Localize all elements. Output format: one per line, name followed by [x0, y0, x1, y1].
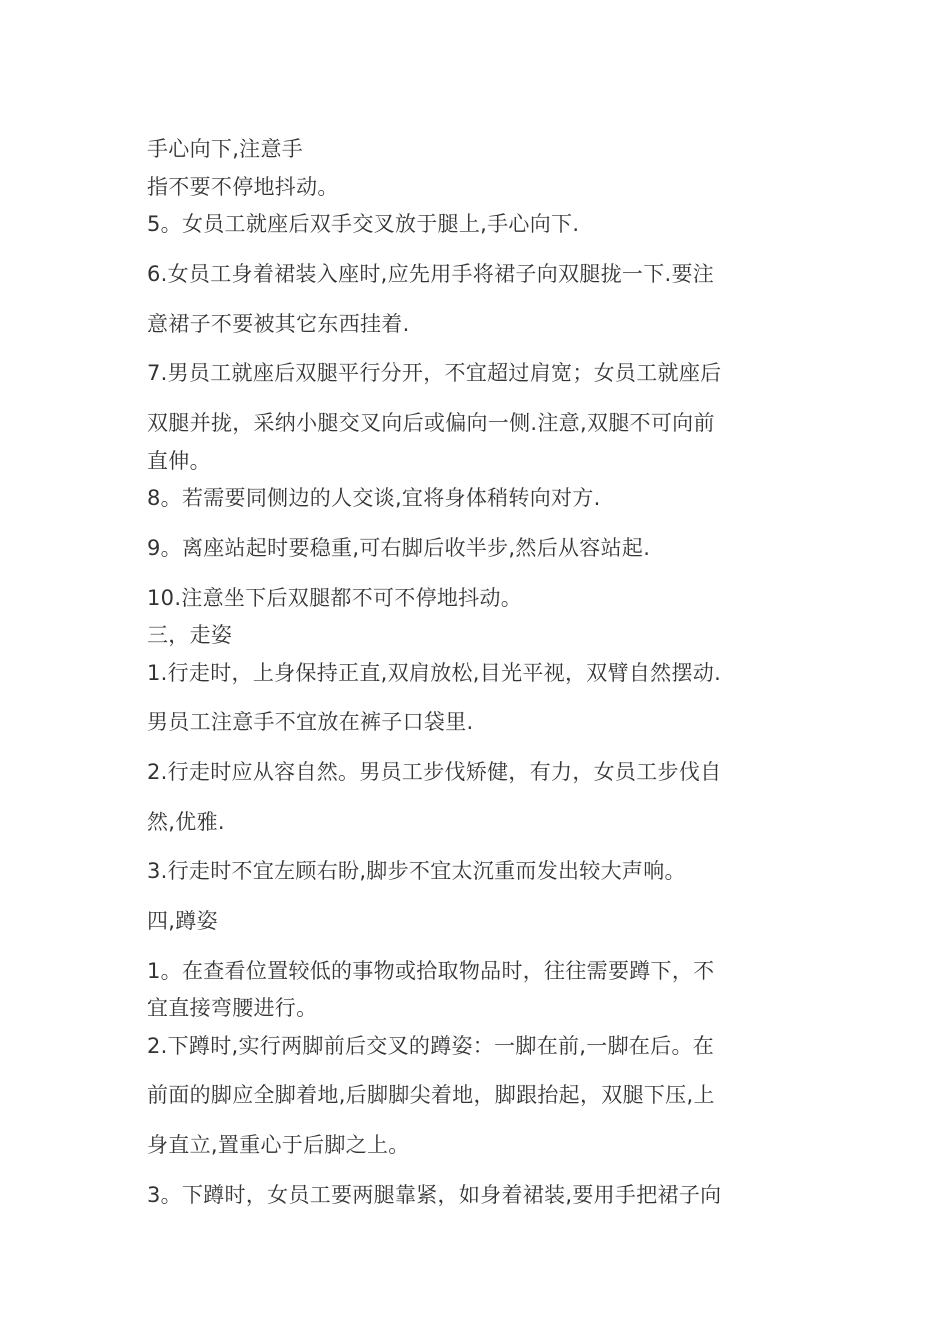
text-line: 3。下蹲时，女员工要两腿靠紧，如身着裙装,要用手把裙子向 [147, 1183, 722, 1207]
text-line: 1。在查看位置较低的事物或拾取物品时，往往需要蹲下，不 [147, 959, 715, 983]
text-line: 2.行走时应从容自然。男员工步伐矫健，有力，女员工步伐自 [147, 760, 722, 784]
text-line: 9。离座站起时要稳重,可右脚后收半步,然后从容站起. [147, 536, 651, 560]
text-line: 7.男员工就座后双腿平行分开，不宜超过肩宽；女员工就座后 [147, 361, 722, 385]
text-line: 直伸。 [147, 449, 211, 473]
text-line: 宜直接弯腰进行。 [147, 996, 318, 1020]
section-heading: 三，走姿 [147, 623, 233, 647]
section-heading: 四,蹲姿 [147, 909, 218, 933]
text-line: 指不要不停地抖动。 [147, 175, 339, 199]
text-line: 2.下蹲时,实行两脚前后交叉的蹲姿：一脚在前,一脚在后。在 [147, 1034, 715, 1058]
text-line: 然,优雅. [147, 810, 225, 834]
text-line: 5。女员工就座后双手交叉放于腿上,手心向下. [147, 212, 580, 236]
text-line: 前面的脚应全脚着地,后脚脚尖着地，脚跟抬起，双腿下压,上 [147, 1083, 715, 1107]
text-line: 8。若需要同侧边的人交谈,宜将身体稍转向对方. [147, 486, 601, 510]
text-line: 意裙子不要被其它东西挂着. [147, 312, 410, 336]
text-line: 3.行走时不宜左顾右盼,脚步不宜太沉重而发出较大声响。 [147, 859, 686, 883]
text-line: 男员工注意手不宜放在裤子口袋里. [147, 710, 474, 734]
text-line: 6.女员工身着裙装入座时,应先用手将裙子向双腿拢一下.要注 [147, 262, 715, 286]
text-line: 手心向下,注意手 [147, 137, 304, 161]
text-line: 双腿并拢，采纳小腿交叉向后或偏向一侧.注意,双腿不可向前 [147, 411, 715, 435]
text-line: 身直立,置重心于后脚之上。 [147, 1133, 410, 1157]
text-line: 1.行走时，上身保持正直,双肩放松,目光平视，双臂自然摆动. [147, 661, 722, 685]
text-line: 10.注意坐下后双腿都不可不停地抖动。 [147, 586, 523, 610]
